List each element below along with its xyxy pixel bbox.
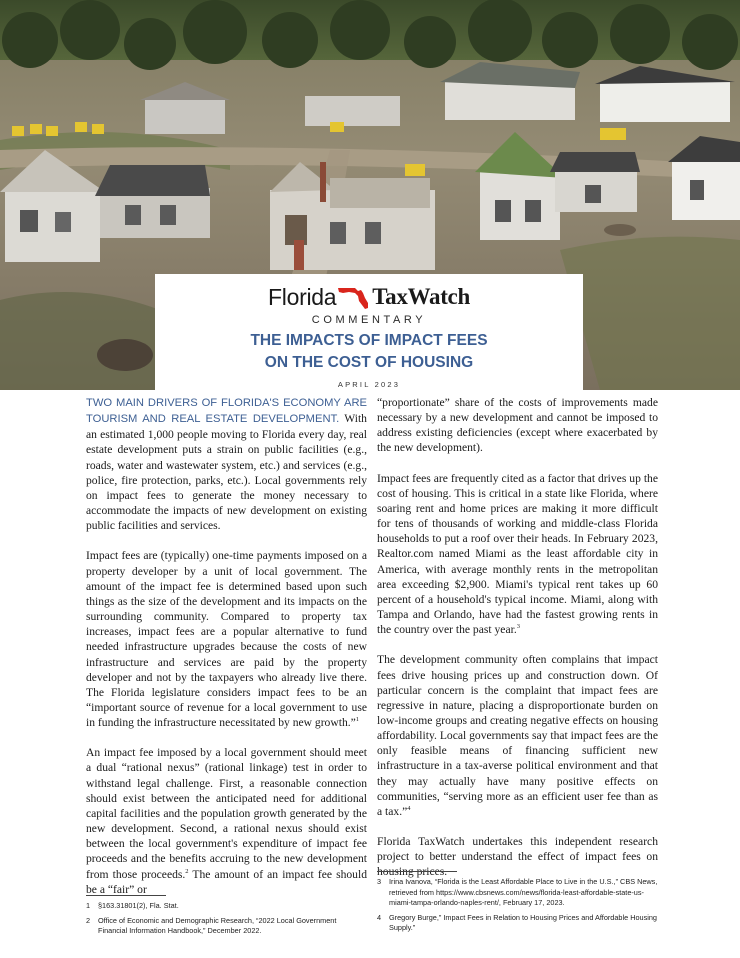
footnote-number: 2 [86, 915, 91, 925]
paragraph-3-tail: The amount of an impact fee should be a “fair” or [86, 867, 367, 896]
title-line-1: THE IMPACTS OF IMPACT FEES [250, 332, 488, 349]
paragraph-6: Florida TaxWatch undertakes this independent research project to better understand the effect of impact fees on housing prices. [377, 835, 658, 879]
footnote-3 [377, 877, 658, 909]
footnote-ref-3: 3 [516, 623, 520, 631]
body-column-right [377, 395, 658, 895]
footnote-2 [86, 916, 367, 937]
footnote-divider [377, 871, 457, 872]
lead-in: TWO MAIN DRIVERS OF FLORIDA'S ECONOMY ARE TOURISM AND REAL ESTATE DEVELOPMENT. [86, 397, 367, 426]
logo-word-taxwatch: TaxWatch [372, 284, 470, 309]
footnote-number: 1 [86, 901, 91, 910]
title-line-2: ON THE COST OF HOUSING [264, 354, 474, 371]
series-label: COMMENTARY [311, 314, 427, 326]
footnote-divider [86, 895, 166, 896]
paragraph-1-text: With an estimated 1,000 people moving to Florida every day, real estate development puts a strain on public facilities (e.g., roads, water and wastewater system, etc.) and services (e.g., police, fire protection, parks, etc.). Local governments rely on impact fees to generate the money necessary to accommodate the impacts of new development on existing public facilities and services. [86, 412, 367, 533]
paragraph-1 [86, 395, 367, 533]
footnote-ref-2: 2 [185, 867, 189, 875]
florida-taxwatch-logo [155, 284, 583, 310]
footnote-text: Gregory Burge,” Impact Fees in Relation to Housing Prices and Affordable Housing Supply.” [389, 912, 657, 933]
paragraph-4 [377, 471, 658, 638]
footnote-text: §163.31801(2), Fla. Stat. [98, 901, 179, 910]
logo-word-florida: Florida [268, 283, 337, 310]
paragraph-3-text: An impact fee imposed by a local government should meet a dual “rational nexus” (rational linkage) test in order to withstand legal challenge. First, a reasonable connection should exist between the anticipated need for additional capital facilities and the population growth generated by the new development. Second, a rational nexus should exist between the local government's expenditure of impact fee proceeds and the benefits accruing to the new development from those proceeds. [86, 746, 367, 881]
footnote-text: Office of Economic and Demographic Research, “2022 Local Government Financial Information Handbook,” December 2022. [98, 915, 337, 936]
body-column-left [86, 395, 367, 912]
footnote-ref-4: 4 [407, 805, 411, 813]
paragraph-2-text: Impact fees are (typically) one-time payments imposed on a property developer by a unit of local government. The amount of the impact fee is determined based upon such things as the size of the development and its impacts on the surrounding community. Compared to property tax increases, impact fees are a popular alternative to fund needed infrastructure upgrades because the costs of new infrastructure and services are paid by the property developer and not by the taxpayers who already live there. The Florida legislature considers impact fees to be an “important source of revenue for a local government to use in funding the infrastructure necessitated by new growth.” [86, 549, 367, 730]
footnotes-right [377, 871, 658, 938]
footnote-text: Irina Ivanova, “Florida is the Least Affordable Place to Live in the U.S.,” CBS News, retrieved from https://www.cbsnews.com/news/florida-least-affordable-state-us-miami-tampa-orlando-naples-rent/, February 17, 2023. [389, 877, 658, 908]
page-title [155, 330, 583, 374]
florida-map-icon [337, 284, 371, 310]
footnote-ref-1: 1 [355, 716, 360, 724]
paragraph-5 [377, 652, 658, 819]
footnote-number: 3 [377, 877, 382, 886]
footnote-1 [86, 901, 367, 912]
paragraph-4-text: Impact fees are frequently cited as a factor that drives up the cost of housing. This is critical in a state like Florida, where soaring rent and home prices are making it more difficult for tens of thousands of working and middle-class Florida households to put a roof over their heads. In February 2023, Realtor.com named Miami as the least affordable city in America, with average monthly rents in the metropolitan area exceeding $2,900. Miami's typical rent takes up 60 percent of a household's typical income. Miami, along with Tampa and Orlando, have had the fastest growing rents in the country over the past year. [377, 471, 658, 637]
publication-date: APRIL 2023 [337, 380, 401, 389]
footnote-4 [377, 913, 658, 934]
paragraph-2 [86, 548, 367, 730]
footnotes-left [86, 895, 367, 941]
paragraph-3-continued: “proportionate” share of the costs of improvements made necessary by a new development and cannot be imposed to address existing deficiencies (except where exacerbated by the new development). [377, 396, 658, 455]
paragraph-3 [86, 745, 367, 897]
paragraph-5-text: The development community often complains that impact fees drive housing prices up and construction down. Of particular concern is the complaint that impact fees are regressive in nature, placing a disproportionate burden on low-income groups and creating negative effects on housing affordability. Local governments say that impact fees are the only feasible means of financing sufficient new infrastructure in a tax-averse political environment and that they may actually have many positive effects on communities, “serving more as an efficient user fee than as a tax.” [377, 653, 658, 818]
footnote-number: 4 [377, 912, 382, 922]
title-card [155, 274, 583, 390]
